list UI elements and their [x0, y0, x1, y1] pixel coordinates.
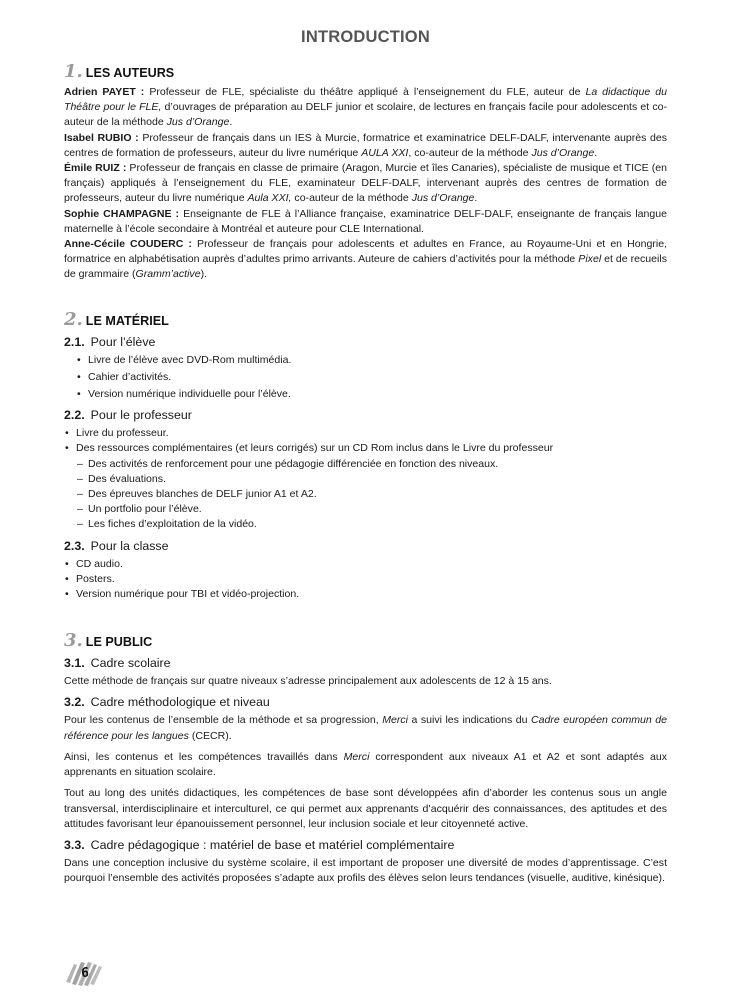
teacher-material-list	[64, 426, 667, 532]
list-item: • CD audio.	[64, 557, 667, 572]
class-material-list	[64, 557, 667, 603]
list-item: – Des activités de renforcement pour une pédagogie différenciée en fonction des niveaux.	[76, 457, 667, 472]
list-item: • Des ressources complémentaires (et leurs corrigés) sur un CD Rom inclus dans le Livre du professeur – Des activités de renforcement pour une pédagogie différenciée en fonction des niveaux. – Des évaluations. – Des épreuves blanches de DELF junior A1 et A2. – Un portfolio pour l’élève. – Les fiches d’exploitation de la vidéo.	[64, 441, 667, 532]
list-item: • Version numérique pour TBI et vidéo-projection.	[64, 587, 667, 602]
section-2-title: LE MATÉRIEL	[85, 313, 169, 328]
page-number-badge	[62, 956, 108, 990]
subsection-2-2-heading: 2.2. Pour le professeur	[64, 408, 192, 423]
section-1-heading	[64, 63, 667, 81]
section-3-number: 3.	[64, 630, 83, 652]
page-content	[64, 28, 667, 886]
resource-sublist	[76, 457, 667, 533]
paragraph: Cette méthode de français sur quatre niveaux s’adresse principalement aux adolescents de 12 à 15 ans.	[64, 675, 552, 688]
section-1-number: 1.	[64, 61, 83, 82]
page-title: INTRODUCTION	[301, 28, 430, 46]
list-item: – Les fiches d’exploitation de la vidéo.	[76, 517, 667, 532]
list-item: – Un portfolio pour l’élève.	[76, 502, 667, 517]
section-2-number: 2.	[64, 308, 83, 330]
author-couderc: Anne-Cécile COUDERC : Professeur de français pour adolescents et adultes en France, au Royaume-Uni et en Hongrie, formatrice en alphabétisation auprès d’adultes primo arrivants. Auteure de cahiers d’activités pour la méthode Pixel et de recueils de grammaire (Gramm’active).	[64, 238, 667, 281]
list-item: • Cahier d’activités.	[76, 370, 667, 385]
section-2-heading	[64, 308, 667, 330]
list-item: • Livre du professeur.	[64, 426, 667, 441]
paragraph: Ainsi, les contenus et les compétences travaillés dans Merci correspondent aux niveaux A1 et A2 et sont adaptés aux apprenants en situation scolaire.	[64, 750, 667, 779]
paragraph: Pour les contenus de l’ensemble de la méthode et sa progression, Merci a suivi les indications du Cadre européen commun de référence pour les langues (CECR).	[64, 714, 667, 742]
paragraph: Tout au long des unités didactiques, les compétences de base sont développées afin d’aborder les contenus sous un angle transversal, interdisciplinaire et interculturel, ce qui permet aux apprenants d’acquérir des connaissances, des aptitudes et des attitudes favorisant leur épanouissement personnel, leur inclusion sociale et leur citoyenneté active.	[64, 787, 667, 830]
section-3-title: LE PUBLIC	[85, 635, 153, 650]
subsection-3-3-heading: 3.3. Cadre pédagogique : matériel de base et matériel complémentaire	[64, 837, 455, 852]
author-champagne: Sophie CHAMPAGNE : Enseignante de FLE à l’Alliance française, examinatrice DELF-DALF, enseignante de français langue maternelle à l’école secondaire à Montréal et auteure pour CLE International.	[64, 207, 668, 235]
paragraph: Dans une conception inclusive du système scolaire, il est important de proposer une diversité de modes d’apprentissage. C’est pourquoi l’ensemble des activités proposées s’adapte aux profils des élèves selon leurs tendances (visuelle, auditive, kinésique).	[64, 856, 667, 885]
author-ruiz: Émile RUIZ : Professeur de français en classe de primaire (Aragon, Murcie et îles Canaries), spécialiste de musique et TICE (en français) appliqués à l’enseignement du FLE, examinateur DELF-DALF, intervenant auprès des centres de formation de professeurs, auteur du livre numérique Aula XXI, co-auteur de la méthode Jus d’Orange.	[64, 162, 667, 205]
subsection-3-1-heading: 3.1. Cadre scolaire	[64, 656, 171, 671]
section-3-heading	[64, 632, 667, 650]
list-item: • Version numérique individuelle pour l’élève.	[76, 387, 667, 402]
subsection-3-2-heading: 3.2. Cadre méthodologique et niveau	[64, 695, 270, 710]
author-payet: Adrien PAYET : Professeur de FLE, spécialiste du théâtre appliqué à l’enseignement du FLE, auteur de La didactique du Théâtre pour le FLE, d’ouvrages de préparation au DELF junior et scolaire, de lectures en français facile pour adolescents et co-auteur de la méthode Jus d’Orange.	[64, 86, 668, 129]
section-1-title: LES AUTEURS	[85, 66, 175, 80]
list-item: • Posters.	[64, 572, 667, 587]
page-number: 6	[81, 966, 89, 981]
student-material-list	[64, 353, 667, 403]
author-rubio: Isabel RUBIO : Professeur de français dans un IES à Murcie, formatrice et examinatrice DELF-DALF, intervenante auprès des centres de formation de professeurs, auteur du livre numérique AULA XXI, co-auteur de la méthode Jus d’Orange.	[64, 131, 667, 159]
subsection-2-3-heading: 2.3. Pour la classe	[64, 538, 169, 553]
subsection-2-1-heading: 2.1. Pour l’élève	[64, 334, 156, 349]
list-item: • Livre de l’élève avec DVD-Rom multimédia.	[76, 353, 667, 368]
list-item: – Des évaluations.	[76, 472, 667, 487]
list-item: – Des épreuves blanches de DELF junior A1 et A2.	[76, 487, 667, 502]
